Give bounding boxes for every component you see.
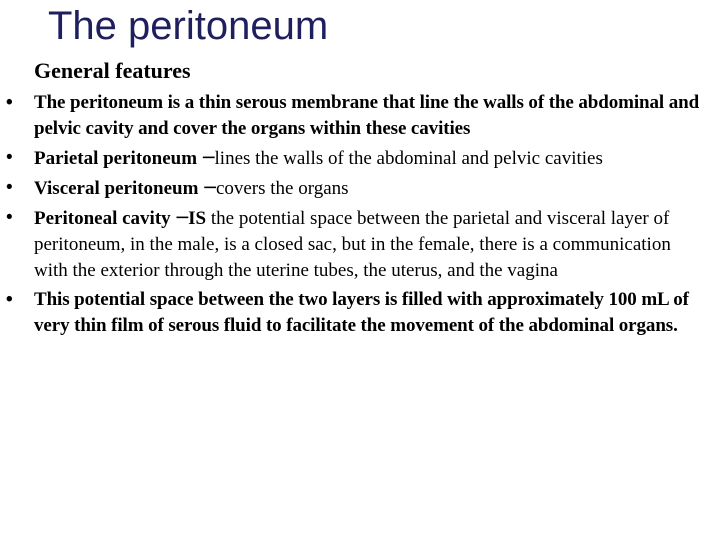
bullet-text: The peritoneum is a thin serous membrane that line the walls of the abdominal and pelvic cavity and cover the organs within these cavities: [34, 92, 700, 139]
bullet-term: Visceral peritoneum: [34, 178, 199, 199]
bullet-item-fluid: [0, 287, 700, 339]
slide-title: The peritoneum: [48, 4, 329, 48]
bullet-item-parietal: [0, 145, 700, 172]
bullet-dash: ─: [197, 147, 215, 169]
bullet-rest: lines the walls of the abdominal and pelvic cavities: [214, 148, 603, 169]
bullet-term: Parietal peritoneum: [34, 148, 198, 169]
bullet-dash: ─: [170, 207, 189, 229]
bullet-dash: ─: [198, 177, 216, 199]
bullet-term-is: IS: [188, 208, 207, 229]
bullet-list: [0, 90, 700, 342]
bullet-item-definition: [0, 90, 700, 142]
bullet-item-visceral: [0, 175, 700, 202]
bullet-rest: covers the organs: [215, 178, 349, 199]
bullet-rest: the potential space between the parietal and visceral layer of peritoneum, in the male, is a closed sac, but in the female, there is a communication with the exterior through the uterine tubes, the uterus, and the vagina: [34, 208, 671, 281]
slide-subtitle: General features: [34, 58, 191, 83]
bullet-term: Peritoneal cavity: [34, 208, 171, 229]
bullet-item-cavity: [0, 205, 700, 284]
bullet-text: This potential space between the two layers is filled with approximately 100 mL of very thin film of serous fluid to facilitate the movement of the abdominal organs.: [34, 289, 689, 336]
